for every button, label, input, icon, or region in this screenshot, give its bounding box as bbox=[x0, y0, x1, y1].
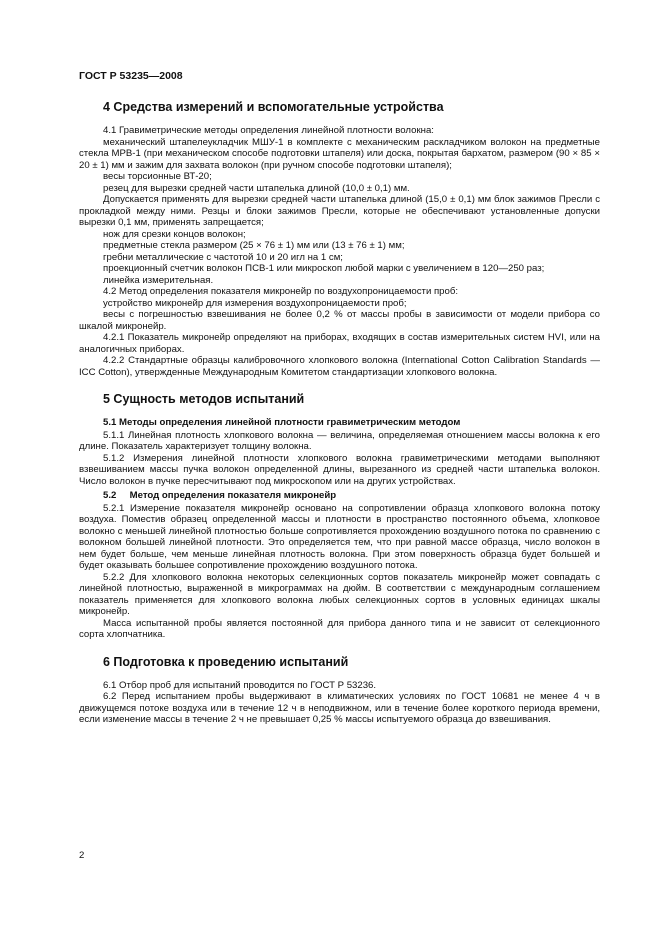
paragraph: 5.1.2 Измерения линейной плотности хлопкового волокна гравиметрическими методами выполняют взвешиванием массы пучка волокон определенной длины, вырезанного из средней части штапелька волокон. Число волокон в пучке пересчитывают под микроскопом или на других устройствах. bbox=[79, 452, 600, 487]
paragraph: 4.2.2 Стандартные образцы калибровочного хлопкового волокна (International Cotton Calibration Standards — ICC Cotton), утвержденные Международным Комитетом стандартизации хлопкового волокна. bbox=[79, 355, 600, 378]
document-header: ГОСТ Р 53235—2008 bbox=[79, 70, 183, 82]
section-4-title: 4 Средства измерений и вспомогательные устройства bbox=[103, 100, 444, 114]
paragraph: весы торсионные ВТ-20; bbox=[103, 171, 212, 182]
paragraph: 5.1.1 Линейная плотность хлопкового волокна — величина, определяемая отношением массы волокна к его длине. Показатель характеризует толщину волокна. bbox=[79, 429, 600, 452]
paragraph: 4.1 Гравиметрические методы определения линейной плотности волокна: bbox=[103, 125, 434, 136]
page-number: 2 bbox=[79, 850, 85, 861]
paragraph: механический штапелеукладчик МШУ-1 в комплекте с механическим раскладчиком волокон на предметные стекла МРВ-1 (при механическом способе подготовки штапеля) или доска, покрытая бархатом, размером (90 × 85 × 20 ± 1) мм и зажим для захвата волокон (при ручном способе подготовки штапеля); bbox=[79, 136, 600, 171]
document-body bbox=[79, 90, 600, 726]
paragraph: устройство микронейр для измерения воздухопроницаемости проб; bbox=[103, 297, 407, 309]
paragraph: 4.2.1 Показатель микронейр определяют на приборах, входящих в состав измерительных систем HVI, или на аналогичных приборах. bbox=[79, 332, 600, 355]
paragraph: 4.2 Метод определения показателя микронейр по воздухопроницаемости проб: bbox=[103, 286, 459, 297]
paragraph: 6.2 Перед испытанием пробы выдерживают в климатических условиях по ГОСТ 10681 не менее 4 ч в движущемся потоке воздуха или в течение 12 ч в неподвижном, или в течение более короткого периода времени, если изменение массы в течение 2 ч не превышает 0,25 % массы испытуемого образца до взвешивания. bbox=[79, 691, 600, 725]
paragraph: предметные стекла размером (25 × 76 ± 1) мм или (13 ± 76 ± 1) мм; bbox=[103, 240, 405, 251]
paragraph: весы с погрешностью взвешивания не более 0,2 % от массы пробы в зависимости от модели прибора со шкалой микронейр. bbox=[79, 309, 600, 332]
paragraph: нож для срезки концов волокон; bbox=[103, 228, 246, 240]
paragraph: 5.2.2 Для хлопкового волокна некоторых селекционных сортов показатель микронейр может совпадать с линейной плотностью, выраженной в микрограммах на дюйм. В соответствии с международным соглашением показатель применяется для хлопкового волокна любых селекционных сортов в условных единицах шкалы микронейр. bbox=[79, 571, 600, 617]
section-6-title: 6 Подготовка к проведению испытаний bbox=[103, 654, 349, 669]
paragraph: резец для вырезки средней части штапелька длиной (10,0 ± 0,1) мм. bbox=[103, 182, 410, 194]
paragraph: 6.1 Отбор проб для испытаний проводится по ГОСТ Р 53236. bbox=[103, 679, 377, 691]
subsection-5-1-title: 5.1 Методы определения линейной плотности гравиметрическим методом bbox=[103, 417, 461, 428]
paragraph: линейка измерительная. bbox=[103, 274, 214, 286]
paragraph: гребни металлические с частотой 10 и 20 игл на 1 см; bbox=[103, 251, 343, 263]
section-5-title: 5 Сущность методов испытаний bbox=[103, 392, 305, 406]
subsection-5-2-title: 5.2 Метод определения показателя микронейр bbox=[103, 490, 337, 501]
paragraph: проекционный счетчик волокон ПСВ-1 или микроскоп любой марки с увеличением в 120—250 раз; bbox=[103, 263, 545, 274]
paragraph: Допускается применять для вырезки средней части штапелька длиной (15,0 ± 0,1) мм блок зажимов Пресли с прокладкой между ними. Резцы и блоки зажимов Пресли, которые не обеспечивают установленные допуски вырезки 0,1 мм, применять запрещается; bbox=[79, 194, 600, 228]
paragraph: Масса испытанной пробы является постоянной для прибора данного типа и не зависит от селекционного сорта хлопчатника. bbox=[79, 617, 600, 640]
paragraph: 5.2.1 Измерение показателя микронейр основано на сопротивлении образца хлопкового волокна потоку воздуха. Поместив образец определенной массы и плотности в пространство постоянного объема, хлопковое волокно с меньшей линейной плотностью больше сопротивляется прохождению воздушного потока по сравнению с волокном большей линейной плотности. Это определяется тем, что при равной массе образца, число волокон в нем будет больше, чем меньше линейная плотность волокна. При этом поверхность образца будет большей и будет оказывать большее сопротивление прохождению воздушного потока. bbox=[79, 502, 600, 571]
